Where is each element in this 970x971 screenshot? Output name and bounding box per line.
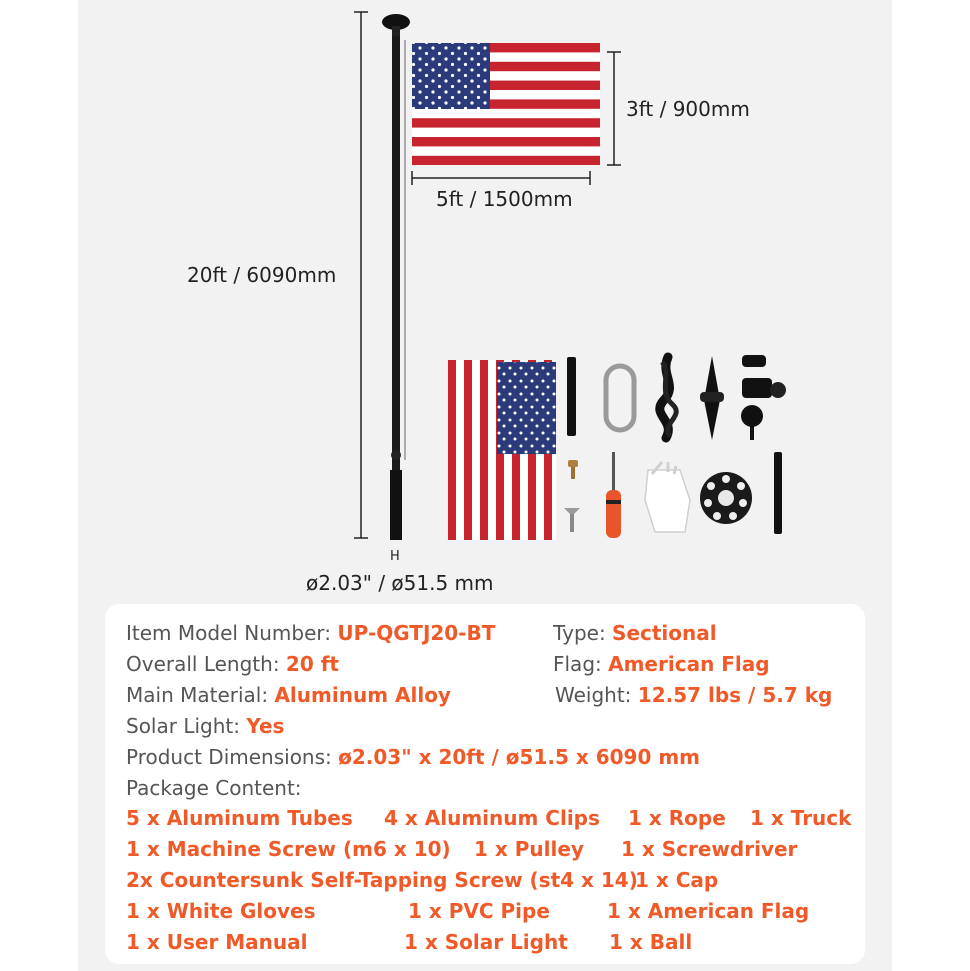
spec-model-value: UP-QGTJ20-BT	[337, 621, 496, 645]
spec-product-dimensions-value: ø2.03" x 20ft / ø51.5 x 6090 mm	[338, 745, 700, 769]
spec-type-label: Type:	[553, 621, 606, 645]
package-item: 1 x Truck	[750, 806, 852, 830]
spec-flag	[553, 652, 770, 676]
package-item: 5 x Aluminum Tubes	[126, 806, 353, 830]
flag-pole	[382, 14, 410, 540]
pvc-pipe	[774, 452, 782, 534]
spec-package-label: Package Content:	[126, 776, 302, 800]
spec-model-label: Item Model Number:	[126, 621, 332, 645]
spec-material	[126, 683, 451, 707]
spec-model	[126, 621, 495, 645]
white-gloves	[645, 462, 690, 532]
spec-solar-label: Solar Light:	[126, 714, 240, 738]
flag-width-label: 5ft / 1500mm	[436, 187, 573, 211]
spec-solar-value: Yes	[246, 714, 285, 738]
main-flag	[412, 43, 600, 165]
rope	[660, 357, 676, 438]
spec-solar	[126, 714, 284, 738]
package-item: 1 x Ball	[609, 930, 693, 954]
flag-width-dimension	[412, 171, 590, 185]
pole-height-dimension	[354, 12, 368, 538]
spec-length	[126, 652, 339, 676]
machine-screw	[568, 460, 578, 479]
spec-weight-label: Weight:	[555, 683, 632, 707]
pole-diameter-label: ø2.03" / ø51.5 mm	[306, 571, 494, 595]
spec-product-dimensions-label: Product Dimensions:	[126, 745, 332, 769]
package-item: 1 x Screwdriver	[621, 837, 798, 861]
package-item: 1 x PVC Pipe	[408, 899, 550, 923]
spec-flag-label: Flag:	[553, 652, 602, 676]
diameter-marker: H	[390, 549, 400, 564]
package-flag	[448, 360, 556, 540]
flag-height-label: 3ft / 900mm	[626, 97, 750, 121]
countersunk-screw	[564, 508, 580, 532]
package-item: 1 x American Flag	[607, 899, 810, 923]
flag-height-dimension	[607, 52, 621, 165]
package-item: 4 x Aluminum Clips	[384, 806, 600, 830]
truck-parts	[741, 355, 786, 440]
package-item: 1 x Rope	[628, 806, 726, 830]
spec-length-value: 20 ft	[285, 652, 339, 676]
spec-weight	[555, 683, 832, 707]
spec-length-label: Overall Length:	[126, 652, 280, 676]
spec-material-value: Aluminum Alloy	[274, 683, 451, 707]
spec-flag-value: American Flag	[608, 652, 770, 676]
spec-material-label: Main Material:	[126, 683, 269, 707]
cleat	[700, 356, 724, 440]
pole-height-label: 20ft / 6090mm	[187, 263, 337, 287]
package-item: 1 x User Manual	[126, 930, 308, 954]
spec-product-dimensions	[126, 745, 700, 769]
aluminum-tube	[567, 357, 576, 436]
package-item: 1 x Solar Light	[404, 930, 568, 954]
screwdriver	[606, 452, 621, 538]
package-item: 1 x Machine Screw (m6 x 10)	[126, 837, 451, 861]
solar-light	[700, 472, 752, 524]
spec-type	[553, 621, 717, 645]
package-item: 1 x Pulley	[474, 837, 584, 861]
package-item: 1 x White Gloves	[126, 899, 316, 923]
package-item: 2x Countersunk Self-Tapping Screw (st4 x 14)	[126, 868, 638, 892]
spec-type-value: Sectional	[612, 621, 717, 645]
carabiner	[606, 366, 634, 430]
package-item: 1 x Cap	[635, 868, 719, 892]
spec-weight-value: 12.57 lbs / 5.7 kg	[637, 683, 833, 707]
spec-package-content	[126, 776, 302, 800]
